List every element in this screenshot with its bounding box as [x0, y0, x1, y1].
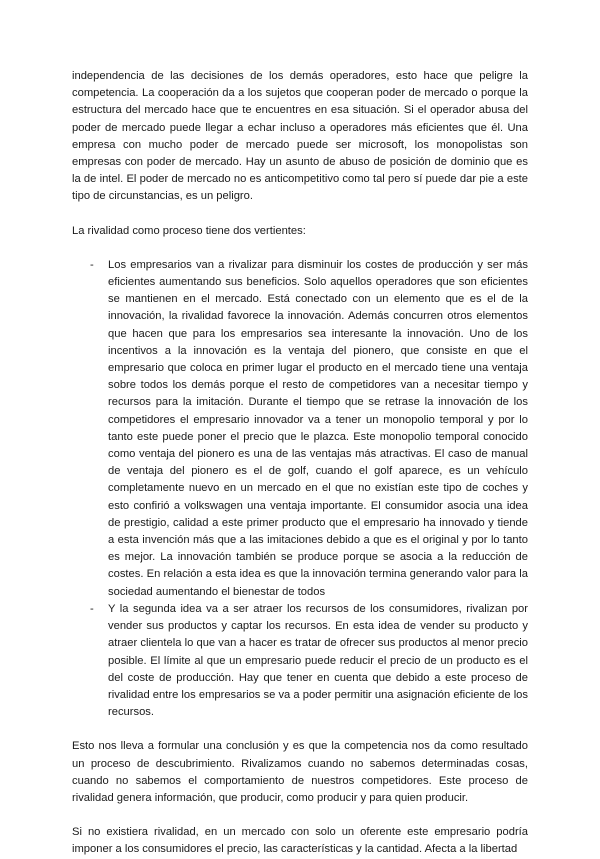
paragraph-spacer [72, 721, 528, 738]
bullet-item-innovation [72, 257, 528, 601]
bullet-text: Los empresarios van a rivalizar para disminuir los costes de producción y ser más eficientes aumentando sus beneficios. Solo aquellos operadores que son eficientes se mantienen en el mercado. Está conectado con un elemento que es el de la innovación, la rivalidad favorece la innovación. Además concurren otros elementos que hacen que para los empresarios sea interesante la innovación. Uno de los incentivos a la innovación es la ventaja del pionero, que consiste en que el empresario que coloca en primer lugar el producto en el mercado tiene una ventaja sobre todos los demás porque el resto de competidores van a necesitar tiempo y recursos para la imitación. Durante el tiempo que se retrase la innovación de los competidores el empresario innovador va a tener un monopolio temporal y por lo tanto este puede poner el precio que le plazca. Este monopolio temporal conocido como ventaja del pionero es una de las ventajas más atractivas. El caso de manual de ventaja del pionero es el de golf, cuando el golf aparece, es un vehículo completamente nuevo en un mercado en el que no existían este tipo de coches y esto confirió a volkswagen una ventaja importante. El consumidor asocia una idea de prestigio, calidad a este primer producto que el empresario ha innovado y tiende a esta invención más que a las imitaciones debido a que es el original y por lo tanto es mejor. La innovación también se produce porque se asocia a la reducción de costes. En relación a esta idea es que la innovación termina generando valor para la sociedad aumentando el bienestar de todos [108, 258, 528, 598]
bullet-dash: - [90, 602, 94, 615]
paragraph-spacer [72, 807, 528, 824]
bullet-dash: - [90, 258, 94, 271]
rivalry-bullet-list [72, 257, 528, 721]
paragraph-spacer [72, 206, 528, 223]
document-body [72, 68, 528, 859]
paragraph-market-power: independencia de las decisiones de los demás operadores, esto hace que peligre la competencia. La cooperación da a los sujetos que cooperan poder de mercado o porque la estructura del mercado hace que te encuentres en esa situación. Si el operador abusa del poder de mercado puede llegar a echar incluso a operadores más eficientes que él. Una empresa con mucho poder de mercado puede ser microsoft, los monopolistas son empresas con poder de mercado. Hay un asunto de abuso de posición de dominio que es la de intel. El poder de mercado no es anticompetitivo como tal pero sí puede dar pie a este tipo de circunstancias, es un peligro. [72, 70, 528, 203]
paragraph-rivalry-intro: La rivalidad como proceso tiene dos vertientes: [72, 224, 306, 237]
paragraph-discovery-process: Esto nos lleva a formular una conclusión y es que la competencia nos da como resultado un proceso de descubrimiento. Rivalizamos cuando no sabemos determinadas cosas, cuando no sabemos el comportamiento de nuestros competidores. Este proceso de rivalidad genera información, que producir, como producir y para quien producir. [72, 740, 528, 804]
bullet-text: Y la segunda idea va a ser atraer los recursos de los consumidores, rivalizan por vender sus productos y captar los recursos. En esta idea de vender su producto y atraer clientela lo que van a hacer es tratar de ofrecer sus productos al menor precio posible. El límite al que un empresario puede reducir el precio de un producto es el del coste de producción. Hay que tener en cuenta que debido a este proceso de rivalidad entre los empresarios se va a poder permitir una asignación eficiente de los recursos. [108, 602, 528, 719]
paragraph-spacer [72, 240, 528, 257]
bullet-item-resources [72, 601, 528, 721]
paragraph-no-rivalry: Si no existiera rivalidad, en un mercado con solo un oferente este empresario podría imponer a los consumidores el precio, las características y la cantidad. Afecta a la libertad [72, 826, 528, 856]
